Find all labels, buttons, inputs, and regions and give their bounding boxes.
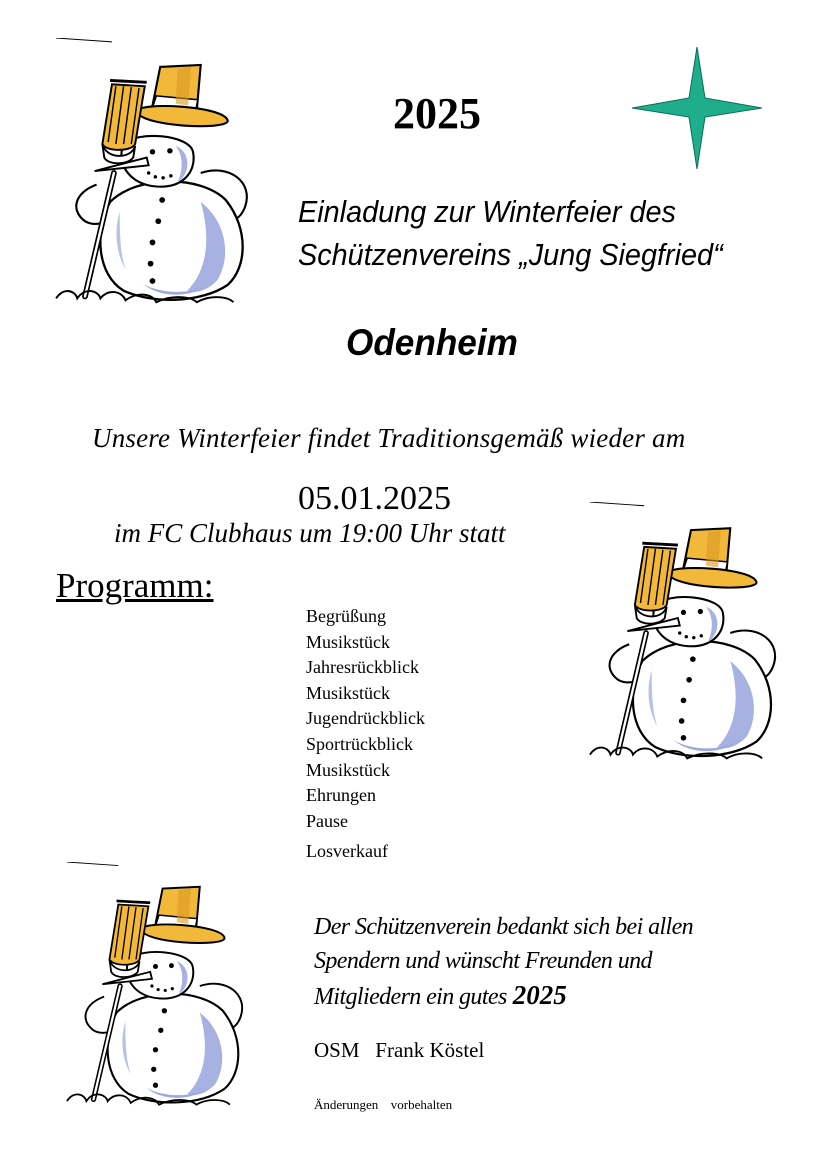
program-item: Losverkauf <box>306 841 388 862</box>
program-item: Begrüßung <box>306 606 386 626</box>
program-heading: Programm: <box>56 566 214 605</box>
snowman-icon <box>40 38 265 308</box>
closing-line-1: Der Schützenverein bedankt sich bei allen <box>314 914 694 940</box>
closing-message <box>314 910 693 1014</box>
program-item: Ehrungen <box>306 785 376 806</box>
star-icon <box>632 47 762 169</box>
program-item: Musikstück <box>306 759 391 780</box>
invitation-line-1: Einladung zur Winterfeier des <box>298 194 676 229</box>
event-date: 05.01.2025 <box>298 480 451 517</box>
program-item: Sportrückblick <box>306 733 413 754</box>
program-list <box>306 604 425 865</box>
snowman-icon <box>48 862 263 1110</box>
event-venue: im FC Clubhaus um 19:00 Uhr statt <box>114 518 506 548</box>
signature: OSM Frank Köstel <box>314 1038 485 1062</box>
closing-line-2: Spendern und wünscht Freunden und <box>314 948 652 974</box>
year-heading: 2025 <box>393 89 481 138</box>
location-heading: Odenheim <box>346 322 518 363</box>
disclaimer: Änderungen vorbehalten <box>314 1097 453 1112</box>
closing-line-3 <box>314 978 693 1014</box>
event-intro: Unsere Winterfeier findet Traditionsgemäß wieder am <box>92 423 686 453</box>
snowman-icon <box>576 502 791 764</box>
program-item: Jahresrückblick <box>306 657 419 678</box>
closing-line-3-text: Mitgliedern ein gutes <box>314 984 507 1010</box>
program-item: Musikstück <box>306 631 391 652</box>
invitation-line-2: Schützenvereins „Jung Siegfried“ <box>298 237 723 272</box>
invitation-title <box>298 190 723 276</box>
program-item: Pause <box>306 810 348 831</box>
closing-year: 2025 <box>512 980 567 1010</box>
program-item: Musikstück <box>306 682 391 703</box>
program-item: Jugendrückblick <box>306 708 425 729</box>
